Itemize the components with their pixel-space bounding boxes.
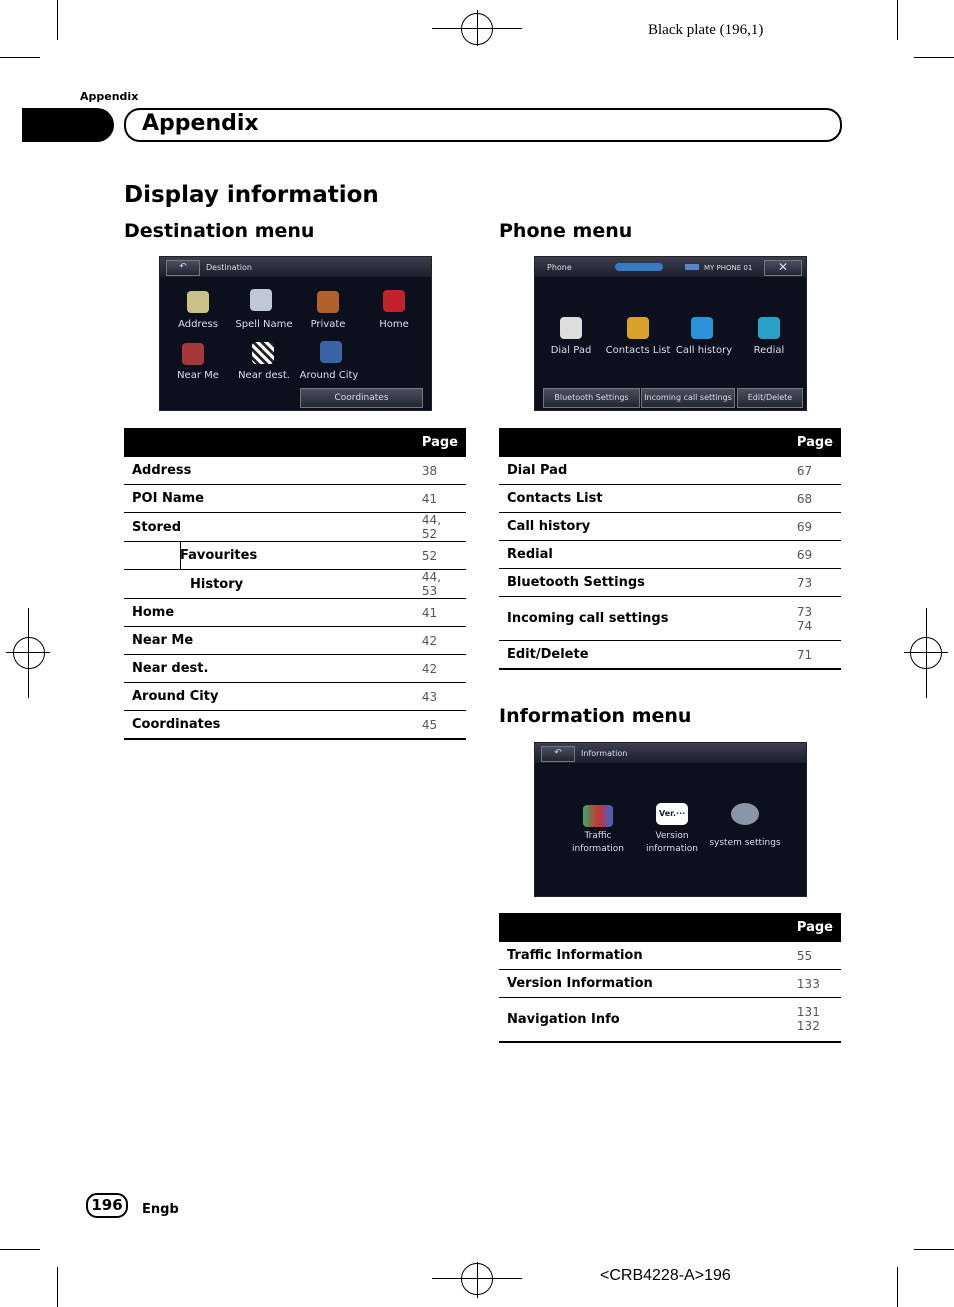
table-row <box>124 655 466 683</box>
table-row <box>499 597 841 641</box>
page-number <box>789 597 841 641</box>
phone-heading: Phone menu <box>499 220 633 242</box>
page-number: 71 <box>789 641 841 670</box>
icon-label: Private <box>310 319 346 330</box>
page-number: 38 <box>414 457 466 485</box>
private-icon <box>317 291 339 313</box>
address-icon <box>187 291 209 313</box>
icon-label: Near dest. <box>238 370 290 381</box>
screen-title: Destination <box>206 263 252 272</box>
icon-label: Near Me <box>177 370 219 381</box>
system-settings-icon <box>731 803 759 825</box>
table-row <box>499 998 841 1042</box>
item-name: Navigation Info <box>499 998 789 1042</box>
page-number-line: 131 <box>796 1005 820 1020</box>
item-name <box>124 570 414 599</box>
title-bar <box>535 743 806 763</box>
page-number: 44, 53 <box>414 570 466 599</box>
near-me-icon <box>182 343 204 365</box>
icon-label: Address <box>178 319 218 330</box>
icon-label: Spell Name <box>235 319 293 330</box>
near-dest-icon <box>252 342 274 364</box>
page-number: 68 <box>789 485 841 513</box>
around-city-icon <box>320 341 342 363</box>
page-number: 43 <box>414 683 466 711</box>
table-row <box>124 599 466 627</box>
screen-title: Phone <box>547 263 572 272</box>
item-name: Around City <box>124 683 414 711</box>
back-button: ↶ <box>166 260 200 276</box>
dial-pad-icon <box>560 317 582 339</box>
table-row <box>124 683 466 711</box>
back-button: ↶ <box>541 746 575 762</box>
section-tab <box>22 108 114 142</box>
item-name: Dial Pad <box>499 457 789 485</box>
item-name: Redial <box>499 541 789 569</box>
destination-screenshot <box>159 256 432 411</box>
item-name: Address <box>124 457 414 485</box>
phone-table <box>499 428 841 670</box>
table-row <box>499 569 841 597</box>
bluetooth-settings-button: Bluetooth Settings <box>543 388 640 408</box>
table-row <box>124 627 466 655</box>
page-number: 41 <box>414 485 466 513</box>
crop-mark <box>914 1249 954 1250</box>
item-name: POI Name <box>124 485 414 513</box>
icon-label: information <box>572 844 624 854</box>
page-number-line: 132 <box>796 1019 820 1034</box>
phone-screenshot <box>534 256 807 411</box>
table-row <box>499 457 841 485</box>
destination-table <box>124 428 466 740</box>
table-row <box>499 485 841 513</box>
page-number-line: 74 <box>796 618 813 633</box>
redial-icon <box>758 317 780 339</box>
destination-heading: Destination menu <box>124 220 315 242</box>
header-blank <box>499 913 789 942</box>
table-header <box>499 428 841 457</box>
icon-label: Contacts List <box>605 345 671 356</box>
section-label: Appendix <box>80 90 139 103</box>
page-number: 42 <box>414 627 466 655</box>
item-name: Traffic Information <box>499 942 789 970</box>
traffic-info-icon <box>583 805 613 827</box>
page-number: 133 <box>789 970 841 998</box>
table-row <box>124 711 466 740</box>
item-name: Contacts List <box>499 485 789 513</box>
page-number: 42 <box>414 655 466 683</box>
section-title: Appendix <box>142 111 259 136</box>
table-row <box>124 542 466 570</box>
call-history-icon <box>691 317 713 339</box>
indent-rule <box>180 542 181 569</box>
version-badge: Ver.··· <box>659 809 686 818</box>
page-number-badge <box>86 1193 128 1218</box>
table-row <box>124 513 466 542</box>
page-number: 196 <box>91 1196 123 1214</box>
home-icon <box>383 290 405 312</box>
page-number: 41 <box>414 599 466 627</box>
coordinates-button: Coordinates <box>300 388 423 408</box>
icon-label: Traffic <box>584 831 612 841</box>
document-code: <CRB4228-A>196 <box>600 1267 731 1284</box>
table-row <box>124 485 466 513</box>
page-number: 69 <box>789 541 841 569</box>
crop-mark <box>0 57 40 58</box>
item-name <box>124 542 414 570</box>
icon-label: information <box>646 844 698 854</box>
registration-mark <box>461 1263 493 1295</box>
table-row <box>499 641 841 670</box>
language-label: Engb <box>142 1202 179 1217</box>
item-name: Version Information <box>499 970 789 998</box>
header-page: Page <box>414 428 466 457</box>
icon-label: Dial Pad <box>550 345 592 356</box>
information-heading: Information menu <box>499 705 692 727</box>
crop-mark <box>897 0 898 40</box>
table-header <box>124 428 466 457</box>
header-blank <box>499 428 789 457</box>
header-page: Page <box>789 428 841 457</box>
registration-mark <box>910 637 942 669</box>
page-number: 69 <box>789 513 841 541</box>
information-screenshot <box>534 742 807 897</box>
icon-label: Call history <box>675 345 733 356</box>
crop-mark <box>914 57 954 58</box>
incoming-call-settings-button: Incoming call settings <box>641 388 735 408</box>
crop-mark <box>0 1249 40 1250</box>
item-name: Incoming call settings <box>499 597 789 641</box>
crop-mark <box>897 1267 898 1307</box>
item-name: Call history <box>499 513 789 541</box>
page-number: 44, 52 <box>414 513 466 542</box>
sub-item-name: History <box>190 576 244 592</box>
battery-icon <box>685 264 699 270</box>
registration-mark <box>461 13 493 45</box>
title-bar <box>160 257 431 277</box>
table-row <box>499 942 841 970</box>
plate-label: Black plate (196,1) <box>648 22 764 38</box>
item-name: Near Me <box>124 627 414 655</box>
item-name: Near dest. <box>124 655 414 683</box>
page-number: 52 <box>414 542 466 570</box>
icon-label: Around City <box>299 370 359 381</box>
edit-delete-button: Edit/Delete <box>737 388 803 408</box>
table-row <box>124 457 466 485</box>
table-row <box>499 541 841 569</box>
spell-name-icon <box>250 289 272 311</box>
sub-item-name: Favourites <box>180 548 258 563</box>
page-number-line: 73 <box>796 604 813 619</box>
information-table <box>499 913 841 1043</box>
page-number: 67 <box>789 457 841 485</box>
page-number: 73 <box>789 569 841 597</box>
close-icon: ✕ <box>764 260 802 276</box>
contacts-list-icon <box>627 317 649 339</box>
icon-label: system settings <box>709 838 781 848</box>
item-name: Stored <box>124 513 414 542</box>
item-name: Home <box>124 599 414 627</box>
table-row <box>124 570 466 599</box>
device-name: MY PHONE 01 <box>704 264 753 272</box>
header-page: Page <box>789 913 841 942</box>
crop-mark <box>57 0 58 40</box>
icon-label: Version <box>655 831 689 841</box>
page-number: 45 <box>414 711 466 740</box>
table-row <box>499 513 841 541</box>
signal-icon <box>615 263 663 271</box>
item-name: Bluetooth Settings <box>499 569 789 597</box>
header-blank <box>124 428 414 457</box>
screen-title: Information <box>581 749 628 758</box>
table-header <box>499 913 841 942</box>
icon-label: Redial <box>753 345 785 356</box>
registration-mark <box>13 637 45 669</box>
table-row <box>499 970 841 998</box>
page-number <box>789 998 841 1042</box>
page-title: Display information <box>124 182 379 208</box>
crop-mark <box>57 1267 58 1307</box>
page-number: 55 <box>789 942 841 970</box>
item-name: Edit/Delete <box>499 641 789 670</box>
item-name: Coordinates <box>124 711 414 740</box>
icon-label: Home <box>379 319 409 330</box>
